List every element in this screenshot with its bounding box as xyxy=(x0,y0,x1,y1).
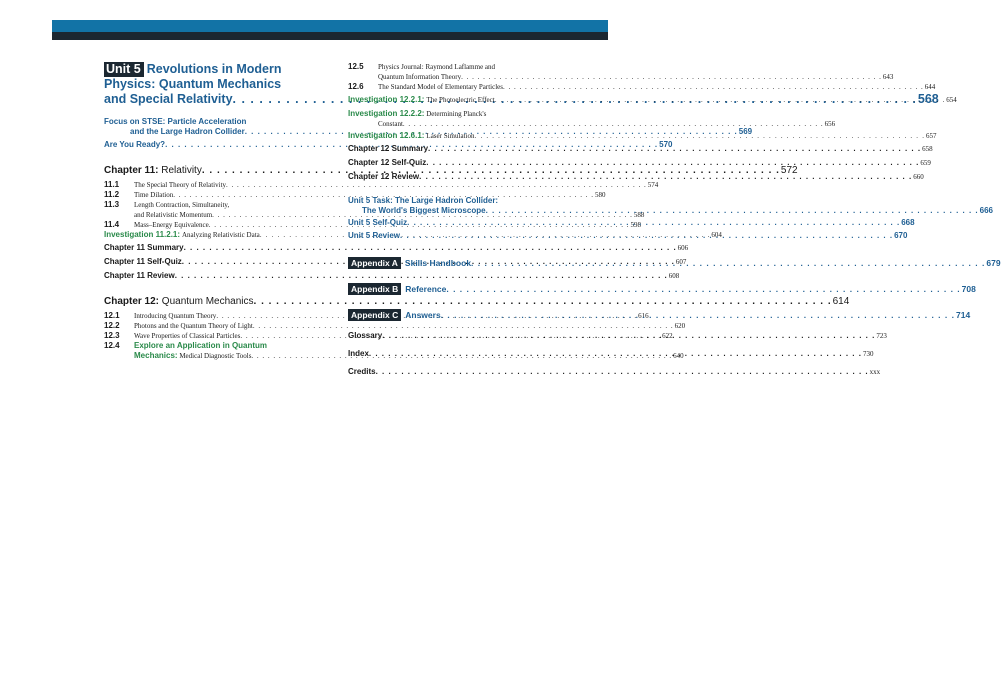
unit-title-line-1: Revolutions in Modern xyxy=(146,62,282,76)
unit-badge: Unit 5 xyxy=(104,62,144,77)
unit-5-task-line-2[interactable]: The World's Biggest Microscope . . . 666 xyxy=(348,206,578,216)
appendix-c-badge: Appendix C xyxy=(348,309,401,321)
investigation-12-2-2[interactable]: Investigation 12.2.2: Determining Planck's Constant . . . 656 xyxy=(348,109,578,129)
appendix-c[interactable]: Appendix C Answers . . . 714 xyxy=(348,310,578,321)
section-12-1[interactable]: 12.1 Introducing Quantum Theory . . . 616 xyxy=(104,311,332,321)
chapter-11-summary[interactable]: Chapter 11 Summary . . . 606 xyxy=(104,241,332,255)
index-entry[interactable]: Index . . . 730 xyxy=(348,345,578,363)
section-12-2[interactable]: 12.2 Photons and the Quantum Theory of Light . . . 620 xyxy=(104,321,332,331)
section-12-5[interactable]: 12.5 Physics Journal: Raymond Laflamme and Quantum Information Theory . . . 643 xyxy=(348,62,578,82)
investigation-12-6-1[interactable]: Investigation 12.6.1: Laser Simulation . . . 657 xyxy=(348,131,578,142)
unit-title-line-3: and Special Relativity . . . 568 xyxy=(104,92,332,107)
section-12-3[interactable]: 12.3 Wave Properties of Classical Particles . . . 622 xyxy=(104,331,332,341)
section-11-3[interactable]: 11.3 Length Contraction, Simultaneity, and Relativistic Momentum . . . 588 xyxy=(104,200,332,220)
unit-title-line-2: Physics: Quantum Mechanics xyxy=(104,77,282,91)
chapter-12-review[interactable]: Chapter 12 Review . . . 660 xyxy=(348,170,578,184)
section-12-6[interactable]: 12.6 The Standard Model of Elementary Particles . . . 644 xyxy=(348,82,578,92)
section-11-4[interactable]: 11.4 Mass–Energy Equivalence . . . 598 xyxy=(104,220,332,230)
section-11-1[interactable]: 11.1 The Special Theory of Relativity . . . 574 xyxy=(104,180,332,190)
glossary-entry[interactable]: Glossary . . . 723 xyxy=(348,327,578,345)
chapter-12-self-quiz[interactable]: Chapter 12 Self-Quiz . . . 659 xyxy=(348,156,578,170)
chapter-11-review[interactable]: Chapter 11 Review . . . 608 xyxy=(104,269,332,283)
appendix-a-badge: Appendix A xyxy=(348,257,401,269)
chapter-11-heading[interactable]: Chapter 11: Relativity . . . 572 xyxy=(104,164,332,177)
unit-5-self-quiz[interactable]: Unit 5 Self-Quiz . . . 668 xyxy=(348,216,578,230)
credits-entry[interactable]: Credits . . . xxx xyxy=(348,363,578,381)
focus-stse-line-1[interactable]: Focus on STSE: Particle Acceleration xyxy=(104,117,247,126)
investigation-12-2-1[interactable]: Investigation 12.2.1: The Photoelectric Effect . . . 654 xyxy=(348,95,578,106)
unit-5-review[interactable]: Unit 5 Review . . . 670 xyxy=(348,230,578,242)
focus-stse-line-2[interactable]: and the Large Hadron Collider . . . 569 xyxy=(104,127,332,137)
header-bar-dark xyxy=(52,32,608,40)
section-12-4[interactable]: 12.4 Explore an Application in Quantum Mechanics: Medical Diagnostic Tools . . . 640 xyxy=(104,341,332,361)
investigation-11-2-1[interactable]: Investigation 11.2.1: Analyzing Relativistic Data . . . 604 xyxy=(104,230,332,241)
chapter-12-summary[interactable]: Chapter 12 Summary . . . 658 xyxy=(348,142,578,156)
are-you-ready-entry[interactable]: Are You Ready? . . . 570 xyxy=(104,140,332,150)
unit-5-task-line-1[interactable]: Unit 5 Task: The Large Hadron Collider: xyxy=(348,196,499,205)
section-11-2[interactable]: 11.2 Time Dilation . . . 580 xyxy=(104,190,332,200)
appendix-a[interactable]: Appendix A Skills Handbook . . . 679 xyxy=(348,258,578,269)
header-bar-blue xyxy=(52,20,608,32)
chapter-11-self-quiz[interactable]: Chapter 11 Self-Quiz . . . 607 xyxy=(104,255,332,269)
unit-page: 568 xyxy=(917,92,939,106)
appendix-b-badge: Appendix B xyxy=(348,283,401,295)
unit-5-heading[interactable] xyxy=(104,62,332,77)
appendix-b[interactable]: Appendix B Reference . . . 708 xyxy=(348,284,578,295)
chapter-12-heading[interactable]: Chapter 12: Quantum Mechanics . . . 614 xyxy=(104,295,332,308)
